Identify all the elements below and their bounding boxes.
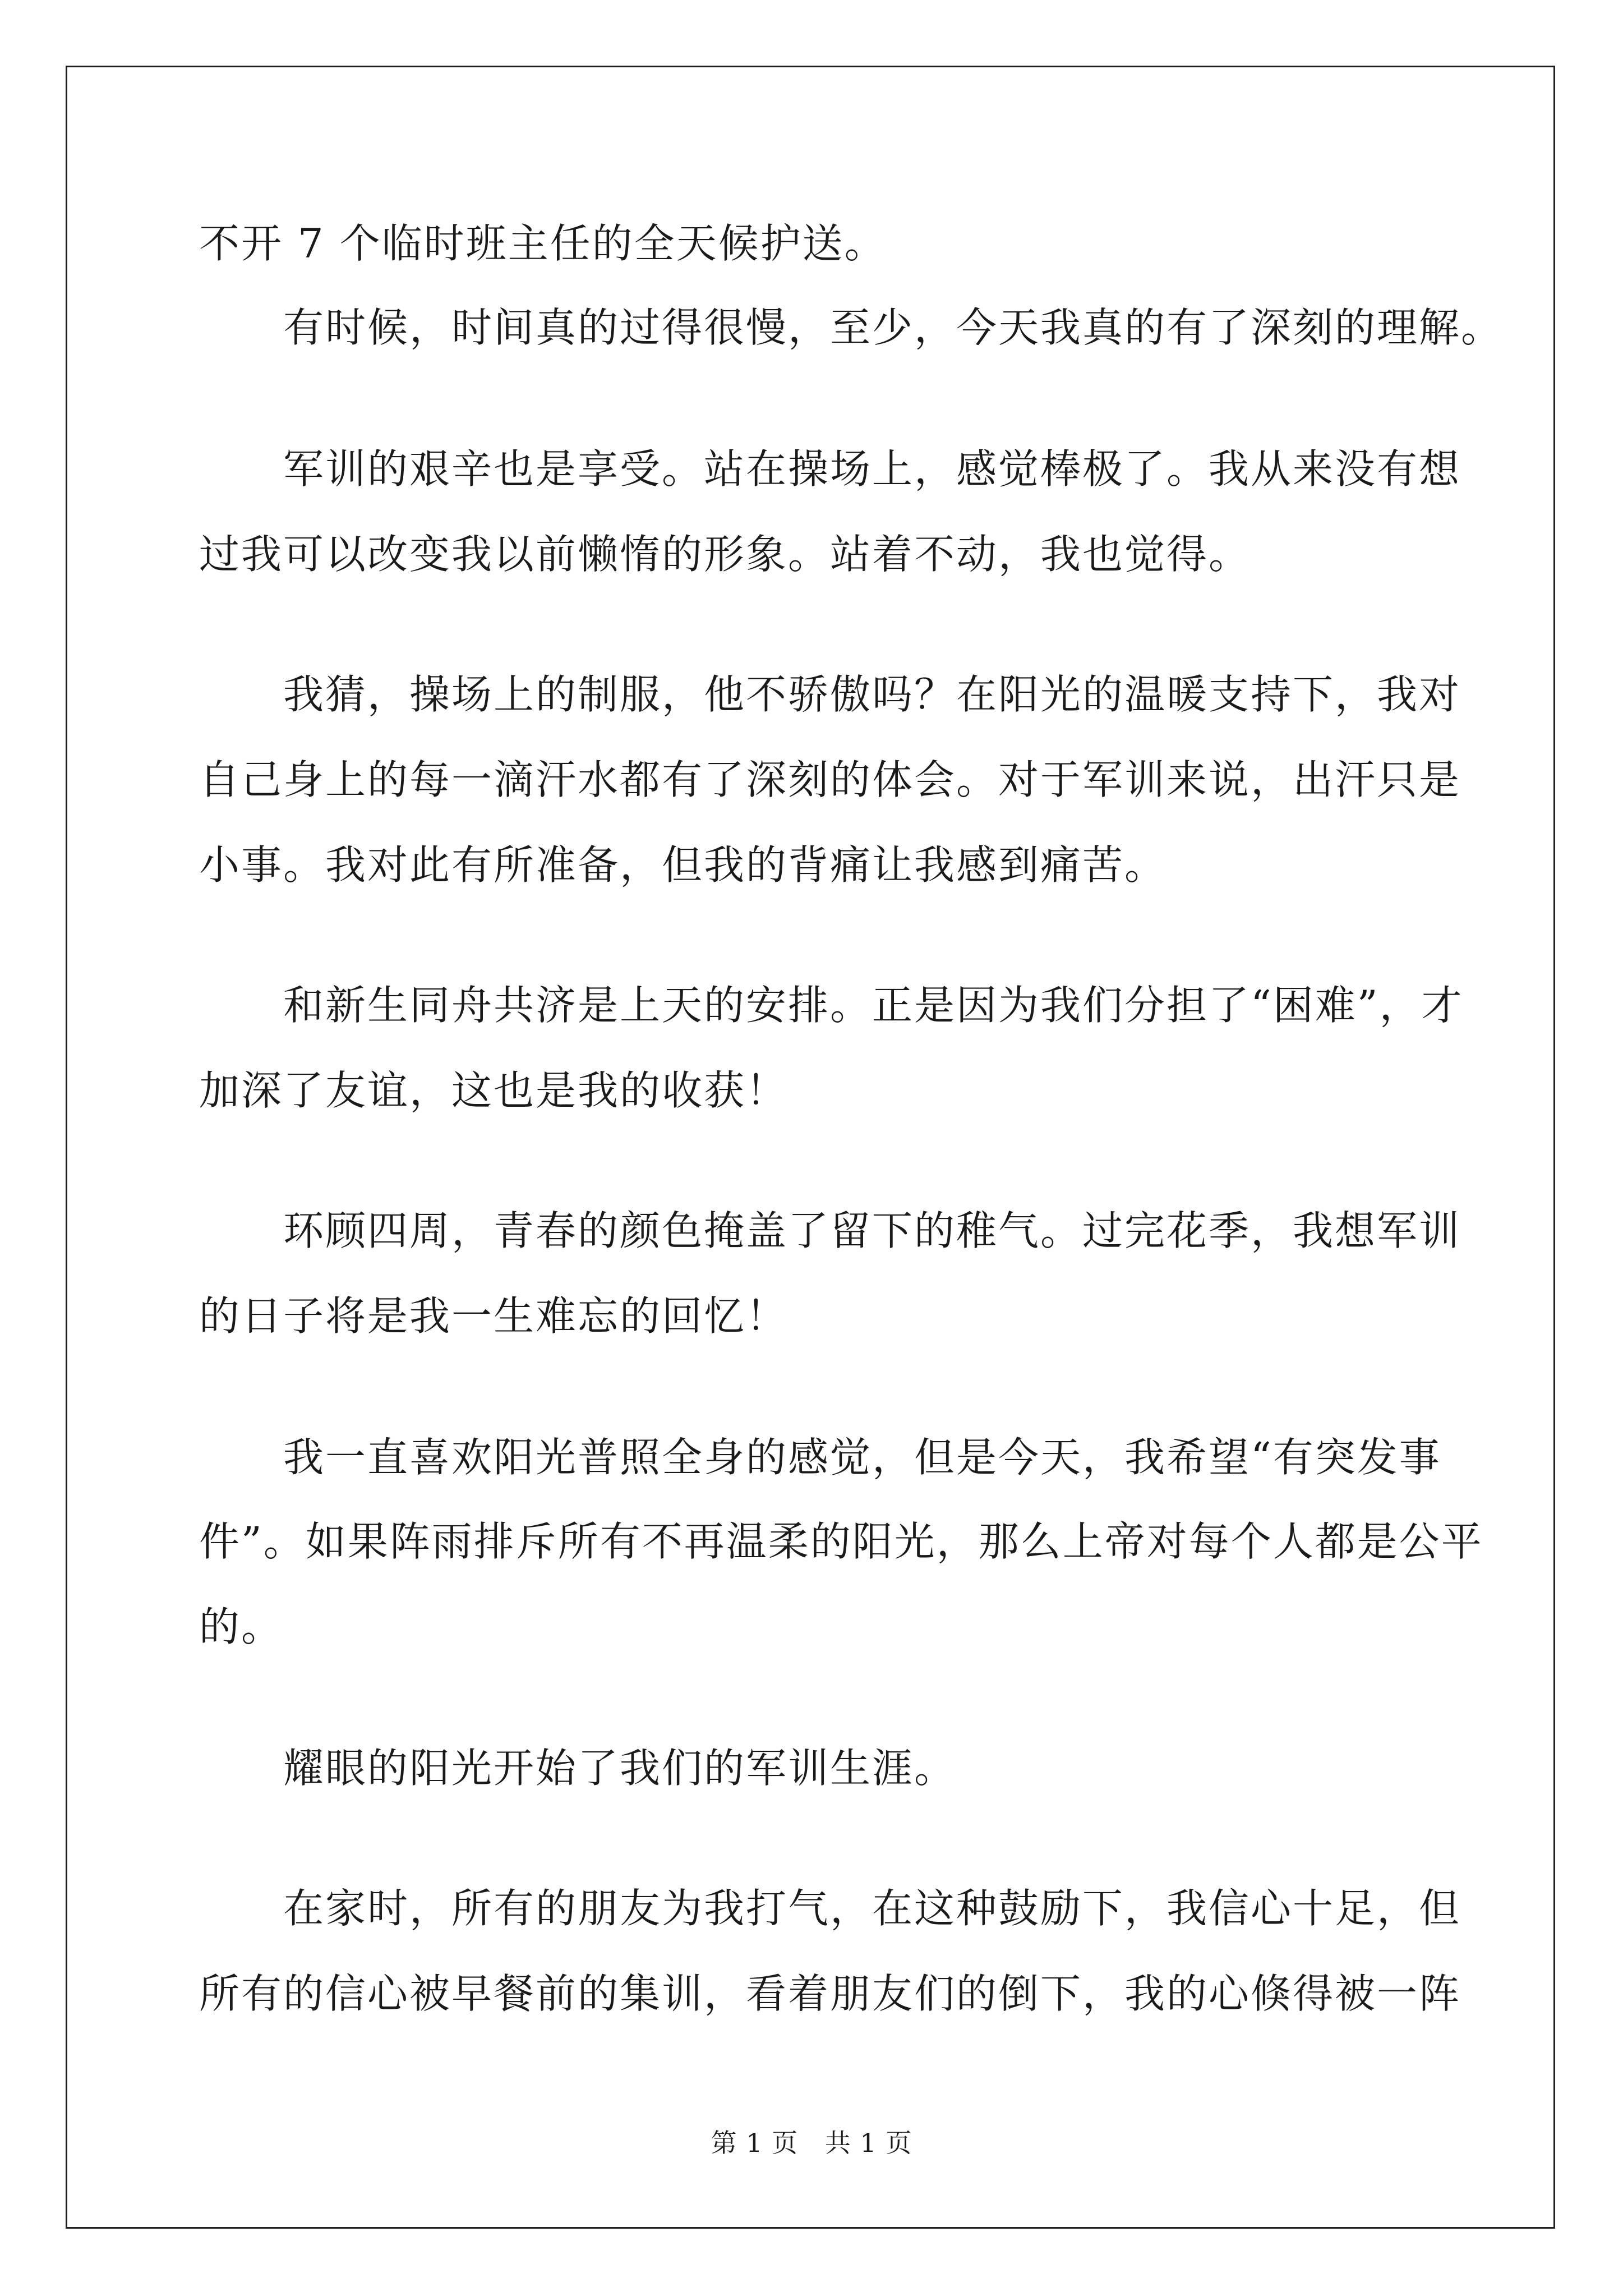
text-line: 耀眼的阳光开始了我们的军训生涯。 [283, 1745, 957, 1792]
text-line: 加深了友谊，这也是我的收获！ [199, 1067, 789, 1114]
text-line: 小事。我对此有所准备，但我的背痛让我感到痛苦。 [199, 841, 1167, 889]
text-line: 我一直喜欢阳光普照全身的感觉，但是今天，我希望“有突发事 [283, 1434, 1441, 1481]
text-line: 的。 [199, 1603, 284, 1650]
text-line: 军训的艰辛也是享受。站在操场上，感觉棒极了。我从来没有想 [283, 445, 1461, 493]
page-total: 共 1 页 [824, 2128, 912, 2158]
text-line: 自己身上的每一滴汗水都有了深刻的体会。对于军训来说，出汗只是 [199, 756, 1461, 803]
text-line: 件”。如果阵雨排斥所有不再温柔的阳光，那么上帝对每个人都是公平 [199, 1518, 1483, 1565]
page-number: 第 1 页 [711, 2128, 799, 2158]
text-line: 过我可以改变我以前懒惰的形象。站着不动，我也觉得。 [199, 531, 1251, 578]
text-line: 不开 7 个临时班主任的全天候护送。 [199, 220, 887, 267]
text-line: 和新生同舟共济是上天的安排。正是因为我们分担了“困难”，才 [283, 982, 1464, 1029]
text-line: 有时候，时间真的过得很慢，至少，今天我真的有了深刻的理解。 [283, 304, 1504, 351]
text-line: 的日子将是我一生难忘的回忆！ [199, 1292, 789, 1340]
text-line: 我猜，操场上的制服，他不骄傲吗？在阳光的温暖支持下，我对 [283, 671, 1461, 718]
page-footer [0, 2126, 1623, 2160]
text-line: 环顾四周，青春的颜色掩盖了留下的稚气。过完花季，我想军训 [283, 1207, 1461, 1254]
text-line: 所有的信心被早餐前的集训，看着朋友们的倒下，我的心倏得被一阵 [199, 1970, 1461, 2017]
text-line: 在家时，所有的朋友为我打气，在这种鼓励下，我信心十足，但 [283, 1885, 1461, 1932]
